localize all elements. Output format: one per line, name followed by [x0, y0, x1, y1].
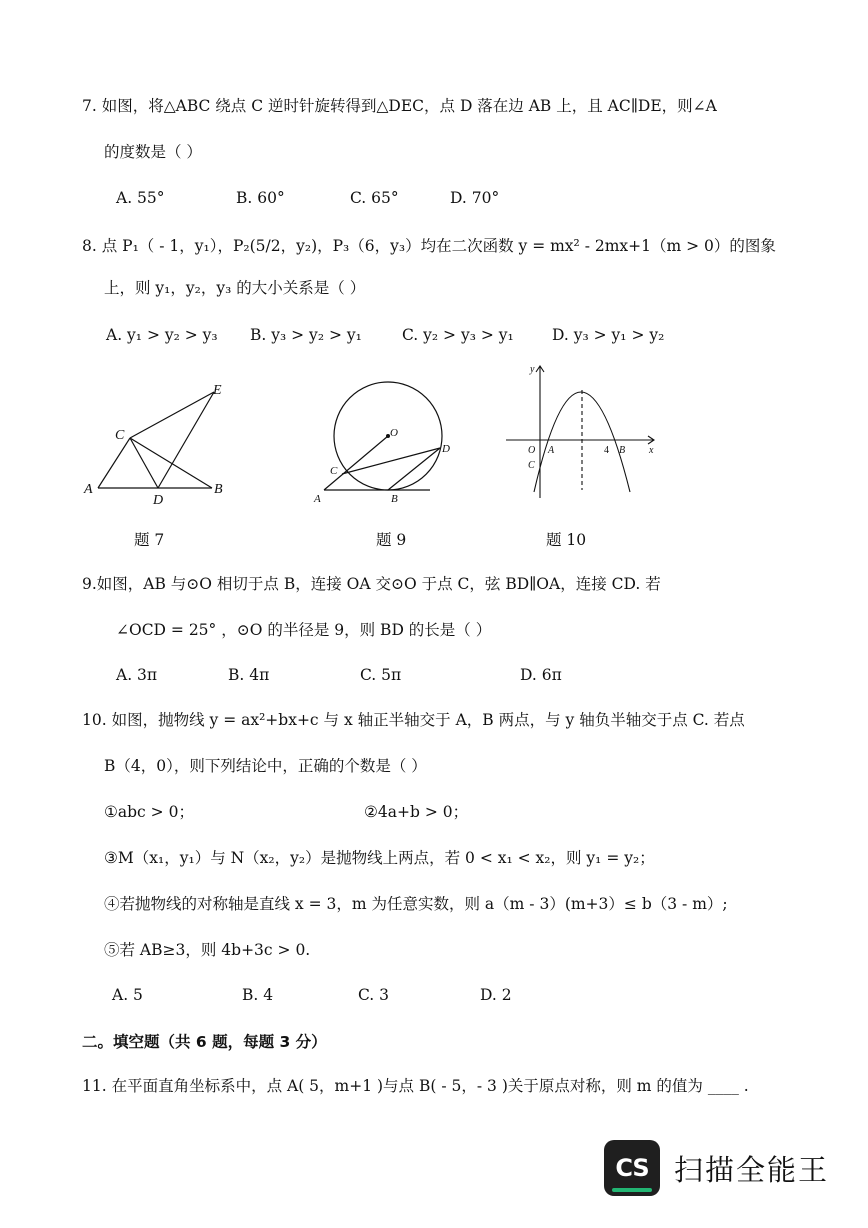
q8-option-d: D. y₃ > y₁ > y₂	[552, 326, 665, 344]
q10-option-c: C. 3	[358, 986, 390, 1004]
q8-option-a: A. y₁ > y₂ > y₃	[106, 326, 218, 344]
q9-line2: ∠OCD = 25° ，⊙O 的半径是 9，则 BD 的长是（ ）	[116, 621, 492, 639]
fig10-label-c: C	[528, 460, 535, 471]
camscanner-brand	[604, 1140, 844, 1196]
fig10-label-o: O	[528, 445, 536, 456]
q9-option-d: D. 6π	[520, 666, 562, 684]
figure-7-caption: 题 7	[134, 531, 165, 549]
q9-option-b: B. 4π	[228, 666, 270, 684]
q8-option-c: C. y₂ > y₃ > y₁	[402, 326, 514, 344]
q11-text: 11. 在平面直角坐标系中，点 A( 5，m+1 )与点 B( - 5，- 3 )关于原点对称，则 m 的值为 ____ .	[82, 1077, 749, 1095]
fig10-label-b: B	[619, 445, 626, 456]
q9-line1: 9.如图，AB 与⊙O 相切于点 B，连接 OA 交⊙O 于点 C，弦 BD∥OA，连接 CD. 若	[82, 575, 661, 593]
figure-10-caption: 题 10	[546, 531, 587, 549]
q10-conclusion-3: ③M（x₁，y₁）与 N（x₂，y₂）是抛物线上两点，若 0 < x₁ < x₂，则 y₁ = y₂；	[104, 849, 655, 867]
figure-9-circle-tangent	[310, 372, 450, 512]
fig9-label-c: C	[330, 465, 338, 477]
fig10-label-x: x	[649, 445, 654, 456]
q10-conclusion-2: ②4a+b > 0；	[364, 803, 469, 821]
camscanner-logo-text: CS	[615, 1154, 649, 1182]
q10-option-b: B. 4	[242, 986, 274, 1004]
q10-line2: B（4，0），则下列结论中，正确的个数是（ ）	[104, 757, 427, 775]
fig7-label-d: D	[153, 493, 164, 508]
fig9-label-b: B	[391, 493, 398, 505]
figure-10-parabola	[504, 362, 664, 502]
q8-option-b: B. y₃ > y₂ > y₁	[250, 326, 362, 344]
q7-line2: 的度数是（ ）	[104, 143, 202, 161]
q9-option-a: A. 3π	[116, 666, 158, 684]
camscanner-logo-bar	[612, 1188, 652, 1192]
q7-option-c: C. 65°	[350, 189, 399, 207]
q10-option-a: A. 5	[112, 986, 143, 1004]
q10-conclusion-5: ⑤若 AB≥3，则 4b+3c > 0.	[104, 941, 311, 959]
q8-line1: 8. 点 P₁（ - 1，y₁），P₂(5/2，y₂)，P₃（6，y₃）均在二次函数 y = mx² - 2mx+1（m > 0）的图象	[82, 237, 776, 255]
q10-conclusion-1: ①abc > 0；	[104, 803, 194, 821]
figure-7-triangle-rotation	[80, 378, 240, 508]
q8-line2: 上，则 y₁，y₂，y₃ 的大小关系是（ ）	[104, 279, 366, 297]
q9-option-c: C. 5π	[360, 666, 402, 684]
camscanner-name: 扫描全能王	[674, 1153, 830, 1187]
fig7-label-c: C	[115, 428, 125, 443]
fig9-label-d: D	[442, 443, 450, 455]
fig10-label-a: A	[548, 445, 555, 456]
figure-9-caption: 题 9	[376, 531, 407, 549]
q7-option-b: B. 60°	[236, 189, 285, 207]
q10-option-d: D. 2	[480, 986, 512, 1004]
q7-option-d: D. 70°	[450, 189, 500, 207]
fig7-label-e: E	[213, 383, 222, 398]
q10-conclusion-4: ④若抛物线的对称轴是直线 x = 3，m 为任意实数，则 a（m - 3）(m+3）≤ b（3 - m）;	[104, 895, 728, 913]
q10-line1: 10. 如图，抛物线 y = ax²+bx+c 与 x 轴正半轴交于 A，B 两点，与 y 轴负半轴交于点 C. 若点	[82, 711, 745, 729]
q7-line1: 7. 如图，将△ABC 绕点 C 逆时针旋转得到△DEC，点 D 落在边 AB 上，且 AC∥DE，则∠A	[82, 97, 717, 115]
fig7-label-b: B	[214, 482, 223, 497]
fig7-label-a: A	[84, 482, 93, 497]
fig10-label-y: y	[530, 364, 535, 375]
section-2-title: 二。填空题（共 6 题，每题 3 分）	[82, 1033, 327, 1051]
fig10-label-4: 4	[604, 445, 609, 456]
fig9-label-o: O	[390, 427, 398, 439]
q7-option-a: A. 55°	[116, 189, 165, 207]
fig9-label-a: A	[314, 493, 321, 505]
